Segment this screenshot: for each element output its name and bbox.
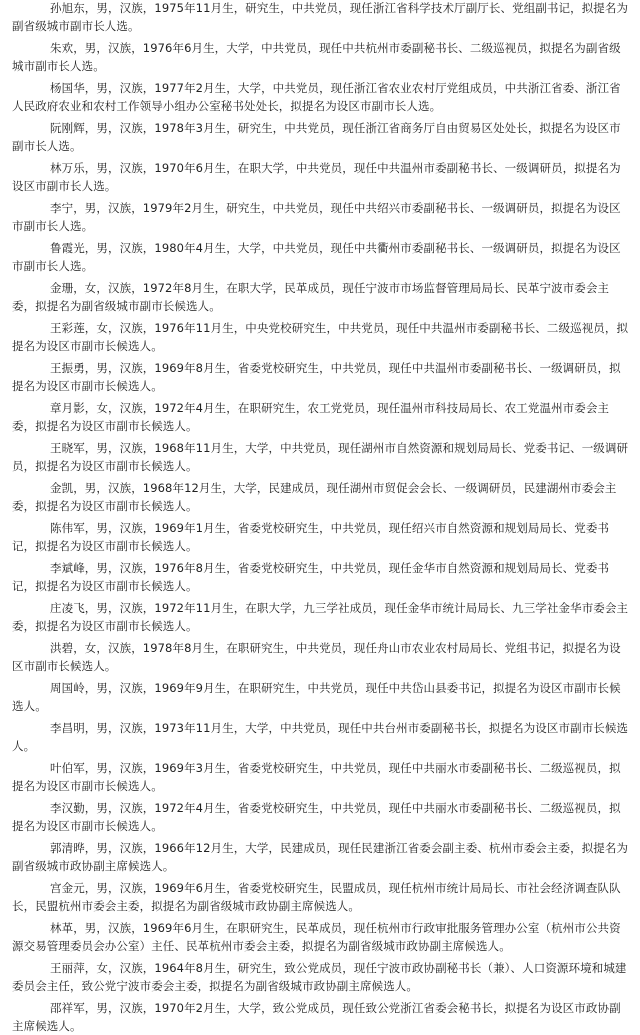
nominee-entry: 郭清晔，男，汉族，1966年12月生，大学，民建成员，现任民建浙江省委会副主委、杭州市委会主委，拟提名为副省级城市政协副主席候选人。 [12, 841, 629, 873]
nominee-entry: 王晓军，男，汉族，1968年11月生，大学，中共党员，现任湖州市自然资源和规划局局长、党委书记、一级调研员，拟提名为设区市副市长候选人。 [12, 441, 629, 473]
nominee-entry: 李昌明，男，汉族，1973年11月生，大学，中共党员，现任中共台州市委副秘书长，拟提名为设区市副市长候选人。 [12, 721, 629, 753]
nominee-entry: 鲁霞光，男，汉族，1980年4月生，大学，中共党员，现任中共衢州市委副秘书长、一级调研员，拟提名为设区市副市长人选。 [12, 241, 621, 273]
nominee-entry: 杨国华，男，汉族，1977年2月生，大学，中共党员，现任浙江省农业农村厅党组成员，中共浙江省委、浙江省人民政府农业和农村工作领导小组办公室秘书处处长，拟提名为设区市副市长人选。 [12, 81, 621, 113]
nominee-entry: 林万乐，男，汉族，1970年6月生，在职大学，中共党员，现任中共温州市委副秘书长、一级调研员，拟提名为设区市副市长人选。 [12, 161, 621, 193]
nominee-entry: 庄凌飞，男，汉族，1972年11月生，在职大学，九三学社成员，现任金华市统计局局长、九三学社金华市委会主委，拟提名为设区市副市长候选人。 [12, 601, 629, 633]
nominee-entry: 李斌峰，男，汉族，1976年8月生，省委党校研究生，中共党员，现任金华市自然资源和规划局局长、党委书记，拟提名为设区市副市长候选人。 [12, 561, 610, 593]
nominee-entry: 陈伟军，男，汉族，1969年1月生，省委党校研究生，中共党员，现任绍兴市自然资源和规划局局长、党委书记，拟提名为设区市副市长候选人。 [12, 521, 610, 553]
nominee-entry: 阮刚辉，男，汉族，1978年3月生，研究生，中共党员，现任浙江省商务厅自由贸易区处处长，拟提名为设区市副市长人选。 [12, 121, 621, 153]
nominee-entry: 林革，男，汉族，1969年6月生，在职研究生，民革成员，现任杭州市行政审批服务管理办公室（杭州市公共资源交易管理委员会办公室）主任、民革杭州市委会主委，拟提名为副省级城市政协副主席候选人。 [12, 921, 621, 953]
nominee-entry: 王振勇，男，汉族，1969年8月生，省委党校研究生，中共党员，现任中共温州市委副秘书长、一级调研员，拟提名为设区市副市长候选人。 [12, 361, 621, 393]
nominee-entry: 李汉勤，男，汉族，1972年4月生，省委党校研究生，中共党员，现任中共丽水市委副秘书长、二级巡视员，拟提名为设区市副市长候选人。 [12, 801, 621, 833]
nominee-entry: 章月影，女，汉族，1972年4月生，在职研究生，农工党党员，现任温州市科技局局长、农工党温州市委会主委，拟提名为设区市副市长候选人。 [12, 401, 610, 433]
nominee-entry: 周国岭，男，汉族，1969年9月生，在职研究生，中共党员，现任中共岱山县委书记，拟提名为设区市副市长候选人。 [12, 681, 621, 713]
nominee-entry: 孙旭东，男，汉族，1975年11月生，研究生，中共党员，现任浙江省科学技术厅副厅长、党组副书记，拟提名为副省级城市副市长人选。 [12, 1, 629, 33]
nominee-entry: 金凯，男，汉族，1968年12月生，大学，民建成员，现任湖州市贸促会会长、一级调研员，民建湖州市委会主委，拟提名为设区市副市长候选人。 [12, 481, 617, 513]
nominee-entry: 王丽萍，女，汉族，1964年8月生，研究生，致公党成员，现任宁波市政协副秘书长（兼）、人口资源环境和城建委员会主任，致公党宁波市委会主委，拟提名为副省级城市政协副主席候选人。 [12, 961, 627, 993]
nominee-entry: 叶伯军，男，汉族，1969年3月生，省委党校研究生，中共党员，现任中共丽水市委副秘书长、二级巡视员，拟提名为设区市副市长候选人。 [12, 761, 621, 793]
nominee-entry: 李宁，男，汉族，1979年2月生，研究生，中共党员，现任中共绍兴市委副秘书长、一级调研员，拟提名为设区市副市长人选。 [12, 201, 621, 233]
nominee-entry: 宫金元，男，汉族，1969年6月生，省委党校研究生，民盟成员，现任杭州市统计局局长、市社会经济调查队队长，民盟杭州市委会主委，拟提名为副省级城市政协副主席候选人。 [12, 881, 621, 913]
nominee-entry: 金珊，女，汉族，1972年8月生，在职大学，民革成员，现任宁波市市场监督管理局局长、民革宁波市委会主委，拟提名为副省级城市副市长候选人。 [12, 281, 610, 313]
nominee-entry: 王彩莲，女，汉族，1976年11月生，中央党校研究生，中共党员，现任中共温州市委副秘书长、二级巡视员，拟提名为设区市副市长候选人。 [12, 321, 629, 353]
nominee-entry: 邵祥军，男，汉族，1970年2月生，大学，致公党成员，现任致公党浙江省委会秘书长，拟提名为设区市政协副主席候选人。 [12, 1001, 621, 1033]
nominee-entry: 洪碧，女，汉族，1978年8月生，在职研究生，中共党员，现任舟山市农业农村局局长、党组书记，拟提名为设区市副市长候选人。 [12, 641, 621, 673]
nominee-entry: 朱欢，男，汉族，1976年6月生，大学，中共党员，现任中共杭州市委副秘书长、二级巡视员，拟提名为副省级城市副市长人选。 [12, 41, 621, 73]
